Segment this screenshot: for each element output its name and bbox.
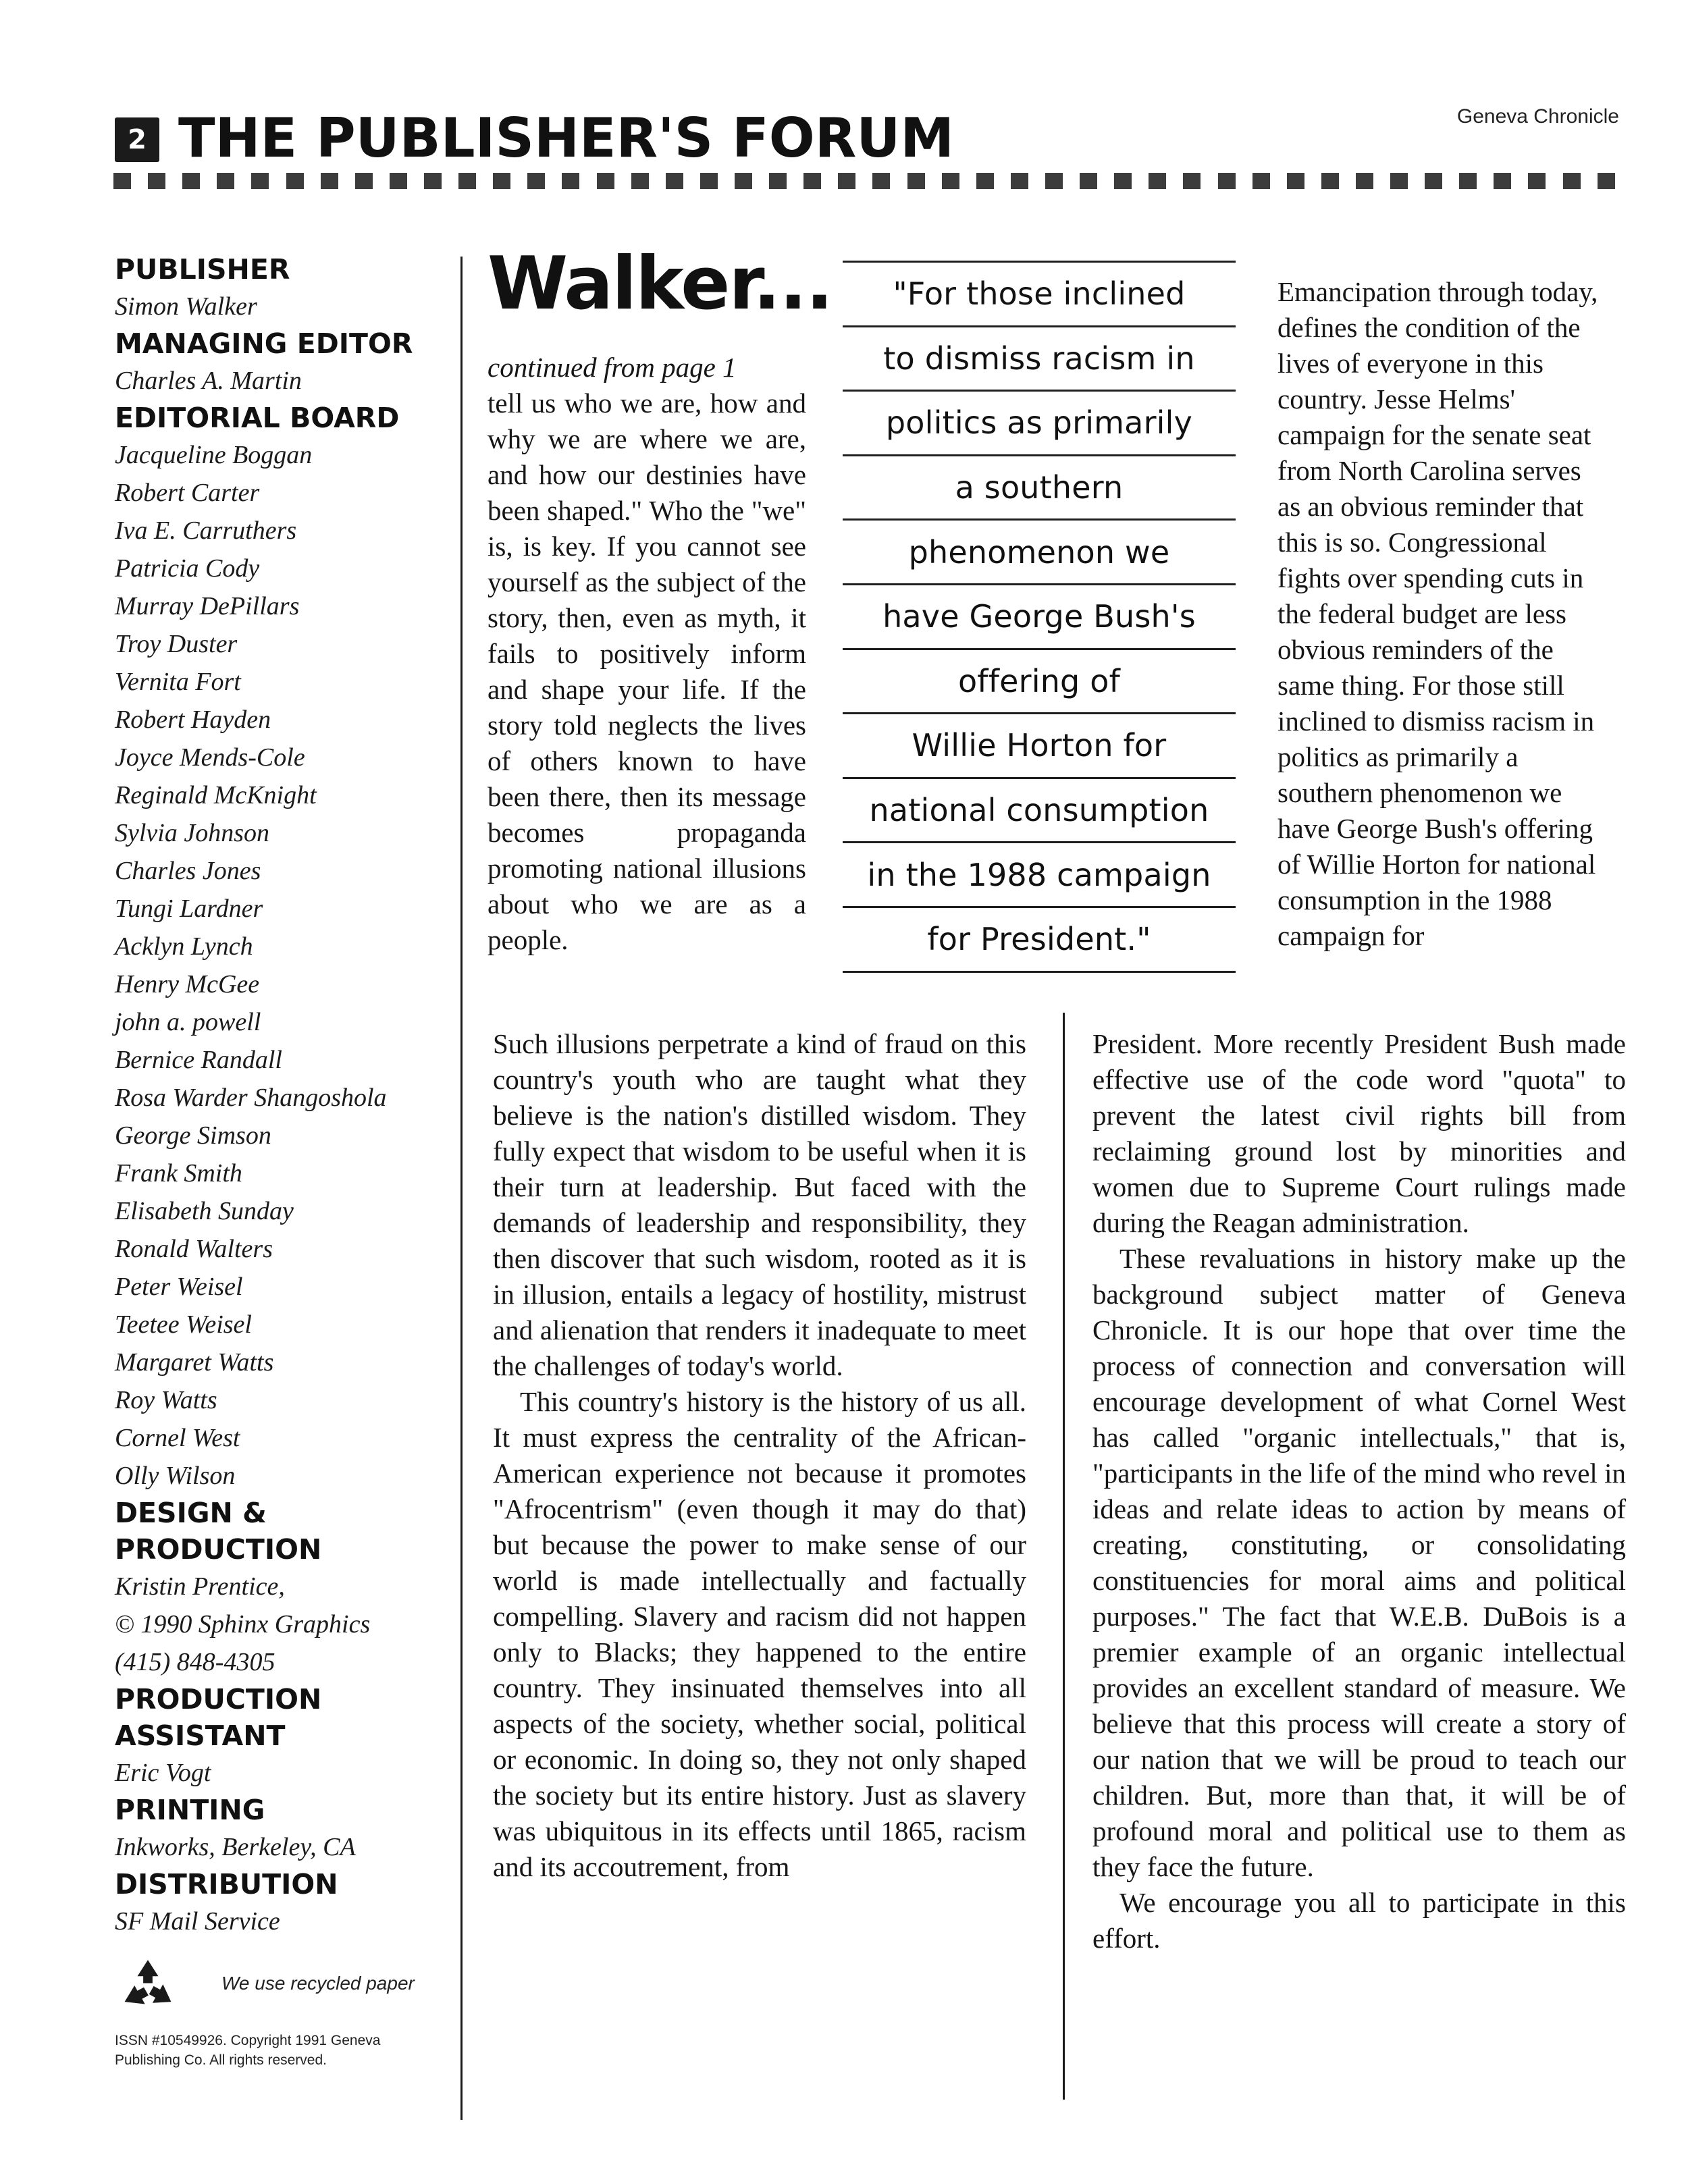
rule-square	[1183, 173, 1201, 189]
rule-square	[1287, 173, 1304, 189]
pull-quote-line: phenomenon we	[843, 518, 1236, 583]
rule-square	[976, 173, 994, 189]
rule-square	[872, 173, 890, 189]
pull-quote-line: "For those inclined	[843, 261, 1236, 325]
masthead-name: Charles Jones	[115, 857, 261, 885]
rule-square	[1080, 173, 1097, 189]
masthead-name: © 1990 Sphinx Graphics	[115, 1610, 371, 1639]
rule-square	[355, 173, 373, 189]
article-title: Walker...	[487, 242, 833, 326]
rule-square	[1390, 173, 1408, 189]
rule-square	[390, 173, 407, 189]
recycled-paper-note	[115, 1952, 446, 2015]
masthead-heading: ASSISTANT	[115, 1720, 286, 1752]
rule-square	[182, 173, 200, 189]
pull-quote-line: a southern	[843, 454, 1236, 519]
pull-quote-line: politics as primarily	[843, 390, 1236, 454]
rule-square	[1321, 173, 1339, 189]
rule-square	[838, 173, 855, 189]
rule-square	[1494, 173, 1511, 189]
masthead-name: Patricia Cody	[115, 554, 260, 583]
rule-square	[942, 173, 959, 189]
masthead-name: Cornel West	[115, 1424, 240, 1452]
rule-square	[769, 173, 787, 189]
masthead-name: Roy Watts	[115, 1386, 217, 1414]
pull-quote-line: national consumption	[843, 777, 1236, 842]
rule-square	[251, 173, 269, 189]
masthead-name: Robert Carter	[115, 479, 260, 507]
masthead-name: George Simson	[115, 1121, 271, 1150]
rule-square	[1356, 173, 1373, 189]
masthead-heading: DESIGN &	[115, 1497, 267, 1529]
masthead-name: Charles A. Martin	[115, 367, 302, 395]
rule-square	[1114, 173, 1132, 189]
article-paragraph: President. More recently President Bush made effective use of the code word "quota" to prevent the latest civil rights bill from reclaiming ground lost by minorities and women due to Supreme Court rulings made during the Reagan administration.	[1092, 1028, 1626, 1238]
masthead-heading: PRODUCTION	[115, 1533, 322, 1566]
masthead-name: SF Mail Service	[115, 1907, 280, 1936]
article-paragraph: Emancipation through today, defines the condition of the lives of everyone in this country. Jesse Helms' campaign for the senate seat from North Carolina serves as an obvious reminder that this is so. Congressional fights over spending cuts in the federal budget are less obvious reminders of the same thing. For those still inclined to dismiss racism in politics as primarily a southern phenomenon we have George Bush's offering of Willie Horton for national consumption in the 1988 campaign for	[1277, 276, 1598, 951]
masthead-name: Vernita Fort	[115, 668, 241, 696]
article-column-2-top	[1277, 274, 1604, 954]
masthead-name: Jacqueline Boggan	[115, 441, 313, 469]
masthead-heading: PUBLISHER	[115, 253, 290, 286]
section-title: THE PUBLISHER'S FORUM	[178, 107, 954, 169]
article-paragraph-text: These revaluations in history make up the background subject matter of Geneva Chronicle. It is our hope that over time the process of connection and conversation will encourage development of what Cornel West has called "organic intellectuals," that is, "participants in the life of the mind who revel in ideas and relate ideas to action by means of creating, constituting, or consolidating constituencies for moral aims and political purposes." The fact that W.E.B. DuBois is a premier example of an organic intellectual provides an excellent standard of measure. We believe that this process will create a story of our nation that we will be proud to teach our children. But, more than that, it will be of profound moral and political use to them as they face the future.	[1092, 1243, 1626, 1882]
masthead-name: Olly Wilson	[115, 1462, 236, 1490]
rule-square	[700, 173, 718, 189]
article-column-1-bottom	[493, 1026, 1026, 1885]
page-header	[113, 101, 1619, 176]
rule-square	[631, 173, 649, 189]
rule-square	[1528, 173, 1546, 189]
article-paragraph: This country's history is the history of us all. It must express the centrality of the African-American experience not because it promotes "Afrocentrism" (even though it may do that) but because the power to make sense of our world is made intellectually and factually compelling. Slavery and racism did not happen only to Blacks; they happened to the entire country. They insinuated themselves into all aspects of the society, whether social, political or economic. In doing so, they not only shaped the society but its entire history. Just as slavery was ubiquitous in its effects until 1865, racism and its accoutrement, from	[493, 1386, 1026, 1882]
masthead-name: Rosa Warder Shangoshola	[115, 1084, 387, 1112]
page-number: 2	[115, 117, 159, 162]
rule-square	[458, 173, 476, 189]
rule-square	[803, 173, 821, 189]
rule-square	[1563, 173, 1581, 189]
rule-square	[1218, 173, 1236, 189]
rule-square	[217, 173, 234, 189]
pull-quote-line: have George Bush's	[843, 583, 1236, 648]
column-divider	[1063, 1013, 1065, 2100]
square-rule-divider	[113, 173, 1615, 189]
masthead-name: Reginald McKnight	[115, 781, 317, 809]
article-column-2-bottom	[1092, 1026, 1626, 1956]
rule-square	[321, 173, 338, 189]
masthead-name: Bernice Randall	[115, 1046, 282, 1074]
rule-square	[286, 173, 304, 189]
pull-quote-line: for President."	[843, 906, 1236, 971]
rule-square	[1459, 173, 1477, 189]
masthead-name: Margaret Watts	[115, 1348, 274, 1377]
rule-square	[424, 173, 442, 189]
masthead-name: Inkworks, Berkeley, CA	[115, 1833, 356, 1861]
masthead-name: Henry McGee	[115, 970, 260, 998]
rule-square	[1598, 173, 1615, 189]
masthead-heading: PRINTING	[115, 1794, 265, 1826]
masthead-name: Eric Vogt	[115, 1759, 211, 1787]
article-paragraph: tell us who we are, how and why we are where we are, and how our destinies have been shaped." Who the "we" is, is key. If you cannot see yourself as the subject of the story, then, even as myth, it fails to positively inform and shape your life. If the story told neglects the lives of others known to have been there, then its message becomes propaganda promoting national illusions about who we are as a people.	[487, 388, 806, 955]
rule-square	[1011, 173, 1028, 189]
rule-square	[907, 173, 925, 189]
publication-name: Geneva Chronicle	[1456, 105, 1619, 128]
continued-note: continued from page 1	[487, 352, 737, 383]
masthead-name: Acklyn Lynch	[115, 932, 253, 961]
column-divider	[460, 257, 463, 2120]
masthead-name: (415) 848-4305	[115, 1648, 275, 1676]
masthead-heading: PRODUCTION	[115, 1683, 322, 1715]
masthead-heading: DISTRIBUTION	[115, 1868, 338, 1900]
rule-square	[666, 173, 683, 189]
masthead-name: Joyce Mends-Cole	[115, 743, 305, 772]
masthead-name: Kristin Prentice,	[115, 1572, 285, 1601]
masthead-name: Troy Duster	[115, 630, 238, 658]
pull-quote-line: in the 1988 campaign	[843, 841, 1236, 906]
rule-square	[148, 173, 165, 189]
pull-quote	[843, 261, 1236, 973]
masthead-name: Murray DePillars	[115, 592, 300, 620]
rule-square	[1045, 173, 1063, 189]
rule-square	[562, 173, 579, 189]
rule-square	[735, 173, 752, 189]
rule-square	[1425, 173, 1442, 189]
masthead-heading: MANAGING EDITOR	[115, 327, 413, 360]
article-paragraph: We encourage you all to participate in this effort.	[1092, 1887, 1626, 1954]
masthead-name: Teetee Weisel	[115, 1310, 252, 1339]
issn-copyright: ISSN #10549926. Copyright 1991 Geneva Publishing Co. All rights reserved.	[115, 2033, 381, 2068]
masthead-name: Iva E. Carruthers	[115, 516, 297, 545]
masthead-name: Peter Weisel	[115, 1273, 243, 1301]
article-paragraph: Such illusions perpetrate a kind of fraud on this country's youth who are taught what they believe is the nation's distilled wisdom. They fully expect that wisdom to be useful when it is their turn at leadership. But faced with the demands of leadership and responsibility, they then discover that such wisdom, rooted as it is in illusion, entails a legacy of hostility, mistrust and alienation that renders it inadequate to meet the challenges of today's world.	[493, 1028, 1026, 1381]
masthead-name: Robert Hayden	[115, 705, 271, 734]
masthead-name: Simon Walker	[115, 292, 257, 321]
pull-quote-line: Willie Horton for	[843, 712, 1236, 777]
recycle-icon	[119, 1956, 177, 2015]
masthead-heading: EDITORIAL BOARD	[115, 402, 400, 434]
masthead	[115, 251, 446, 2070]
masthead-name: Tungi Lardner	[115, 895, 263, 923]
article-paragraph	[1092, 1241, 1626, 1885]
rule-square	[527, 173, 545, 189]
recycled-paper-text: We use recycled paper	[221, 1973, 415, 1994]
rule-square	[1252, 173, 1270, 189]
pull-quote-rule	[843, 971, 1236, 973]
rule-square	[597, 173, 614, 189]
pull-quote-line: offering of	[843, 648, 1236, 713]
rule-square	[493, 173, 510, 189]
masthead-name: Frank Smith	[115, 1159, 242, 1188]
masthead-name: Elisabeth Sunday	[115, 1197, 294, 1225]
masthead-name: Ronald Walters	[115, 1235, 273, 1263]
masthead-name: john a. powell	[115, 1008, 261, 1036]
article-column-1-top	[487, 350, 806, 958]
rule-square	[1149, 173, 1166, 189]
pull-quote-line: to dismiss racism in	[843, 325, 1236, 390]
rule-square	[113, 173, 131, 189]
masthead-name: Sylvia Johnson	[115, 819, 270, 847]
